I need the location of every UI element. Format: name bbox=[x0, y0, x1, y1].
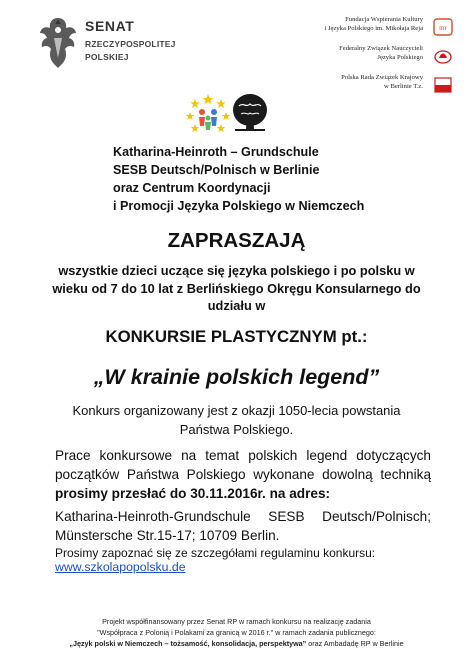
partner-teachers-union bbox=[253, 45, 453, 69]
partner-council-text: Polska Rada Związek Krajowy w Berlinie T.z. bbox=[341, 74, 423, 90]
contest-heading: KONKURSIE PLASTYCZNYM pt.: bbox=[105, 327, 368, 346]
partner-polish-council bbox=[253, 74, 453, 98]
eagle-emblem-icon bbox=[38, 14, 78, 70]
svg-text:mr: mr bbox=[439, 24, 447, 32]
senat-title: SENAT bbox=[85, 18, 135, 34]
organizer-line: Katharina-Heinroth – Grundschule bbox=[113, 145, 319, 159]
contest-title: „W krainie polskich legend” bbox=[93, 365, 380, 389]
mr-logo-icon bbox=[433, 18, 453, 36]
senat-subtitle-line2: POLSKIEJ bbox=[85, 52, 129, 62]
footer-line3 bbox=[0, 638, 473, 649]
senat-subtitle-line1: RZECZYPOSPOLITEJ bbox=[85, 39, 176, 49]
tree-logo-icon bbox=[231, 92, 269, 132]
organizer-line: i Promocji Języka Polskiego w Niemczech bbox=[113, 199, 365, 213]
invite-text: wszystkie dzieci uczące się języka polskiego i po polsku w wieku od 7 do 10 lat z Berlińskiego Okręgu Konsularnego do udziału w bbox=[52, 263, 421, 313]
partner-teachers-text: Federalny Związek Nauczycieli Języka Polskiego bbox=[339, 45, 423, 61]
submission-text: Prace konkursowe na temat polskich legend dotyczących początków Państwa Polskiego wykonane dowolną techniką bbox=[55, 448, 431, 482]
footer-project-title: „Język polski w Niemczech – tożsamość, konsolidacja, perspektywa” bbox=[69, 639, 307, 648]
address-sesb: SESB bbox=[268, 509, 305, 524]
footer-line3-rest: oraz Ambadadę RP w Berlinie bbox=[306, 639, 404, 648]
stars-children-logo-icon bbox=[185, 92, 231, 136]
partner-foundation-rej bbox=[253, 16, 453, 40]
senat-logo bbox=[38, 14, 176, 72]
council-logo-icon bbox=[433, 76, 453, 94]
organizer-line: oraz Centrum Koordynacji bbox=[113, 181, 271, 195]
submission-deadline: prosimy przesłać do 30.11.2016r. na adres: bbox=[55, 486, 331, 501]
footer-line1: Projekt współfinansowany przez Senat RP w ramach konkursu na realizację zadania bbox=[102, 617, 371, 626]
address-street: Münstersche Str.15-17; 10709 Berlin. bbox=[55, 528, 280, 543]
partner-foundation-text: Fundacja Wspierania Kultury i Języka Polskiego im. Mikołaja Reja bbox=[324, 16, 423, 32]
submission-paragraph bbox=[55, 446, 431, 503]
organizer-line: SESB Deutsch/Polnisch w Berlinie bbox=[113, 163, 320, 177]
invite-heading: ZAPRASZAJĄ bbox=[167, 229, 306, 252]
address-program: Deutsch/Polnisch; bbox=[322, 509, 431, 524]
rules-note: Prosimy zapoznać się ze szczegółami regulaminu konkursu: bbox=[55, 546, 376, 560]
footer-line2: "Współpraca z Polonią i Polakami za granicą w 2016 r." w ramach zadania publicznego: bbox=[97, 628, 376, 637]
teachers-logo-icon bbox=[433, 47, 453, 65]
address-block bbox=[55, 507, 431, 545]
footer bbox=[0, 616, 473, 649]
website-link[interactable]: www.szkolapopolsku.de bbox=[55, 560, 186, 574]
contest-info: Konkurs organizowany jest z okazji 1050-lecia powstania Państwa Polskiego. bbox=[72, 403, 401, 437]
organizers-block bbox=[113, 143, 364, 215]
address-school: Katharina-Heinroth-Grundschule bbox=[55, 509, 251, 524]
